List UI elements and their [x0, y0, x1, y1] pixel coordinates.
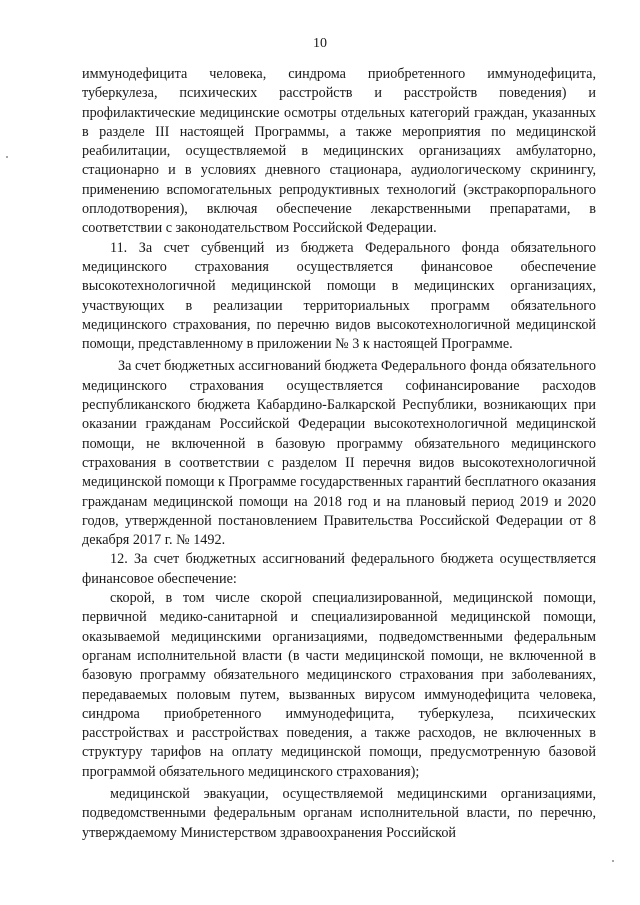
document-body — [82, 65, 596, 843]
paragraph-11: 11. За счет субвенций из бюджета Федерального фонда обязательного медицинского страхования осуществляется финансовое обеспечение высокотехнологичной медицинской помощи в медицинских организациях, участвующих в реализации территориальных программ обязательного медицинского страхования, по перечню видов высокотехнологичной медицинской помощи, представленному в приложении № 3 к настоящей Программе. — [82, 239, 596, 353]
paragraph-11-cofinancing: За счет бюджетных ассигнований бюджета Федерального фонда обязательного медицинского страхования осуществляется софинансирование расходов республиканского бюджета Кабардино-Балкарской Республики, возникающих при оказании гражданам Российской Федерации высокотехнологичной медицинской помощи, не включенной в базовую программу обязательного медицинского страхования в соответствии с разделом II перечня видов высокотехнологичной медицинской помощи к Программе государственных гарантий бесплатного оказания гражданам медицинской помощи на 2018 год и на плановый период 2019 и 2020 годов, утвержденной постановлением Правительства Российской Федерации от 8 декабря 2017 г. № 1492. — [82, 358, 596, 549]
paragraph-12: 12. За счет бюджетных ассигнований федерального бюджета осуществляется финансовое обеспечение: — [82, 551, 596, 587]
paragraph-12-evacuation: медицинской эвакуации, осуществляемой медицинскими организациями, подведомственными федеральным органам исполнительной власти, по перечню, утверждаемому Министерством здравоохранения Российской — [82, 785, 596, 841]
scan-artifact — [6, 156, 8, 158]
scan-artifact — [612, 860, 614, 862]
paragraph-12-ambulance: скорой, в том числе скорой специализированной, медицинской помощи, первичной медико-санитарной и специализированной медицинской помощи, оказываемой медицинскими организациями, подведомственными федеральным органам исполнительной власти (в части медицинской помощи, не включенной в базовую программу обязательного медицинского страхования при заболеваниях, передаваемых половым путем, вызванных вирусом иммунодефицита человека, синдрома приобретенного иммунодефицита, туберкулеза, психических расстройствах и расстройствах поведения, а также расходов, не включенных в структуру тарифов на оплату медицинской помощи, предусмотренную базовой программой обязательного медицинского страхования); — [82, 590, 596, 780]
paragraph-continuation: иммунодефицита человека, синдрома приобретенного иммунодефицита, туберкулеза, психических расстройств и расстройств поведения) и профилактические медицинские осмотры отдельных категорий граждан, указанных в разделе III настоящей Программы, а также мероприятия по медицинской реабилитации, осуществляемой в медицинских организациях амбулаторно, стационарно и в условиях дневного стационара, аудиологическому скринингу, применению вспомогательных репродуктивных технологий (экстракорпорального оплодотворения), включая обеспечение лекарственными препаратами, в соответствии с законодательством Российской Федерации. — [82, 66, 596, 237]
page-number: 10 — [313, 36, 327, 51]
